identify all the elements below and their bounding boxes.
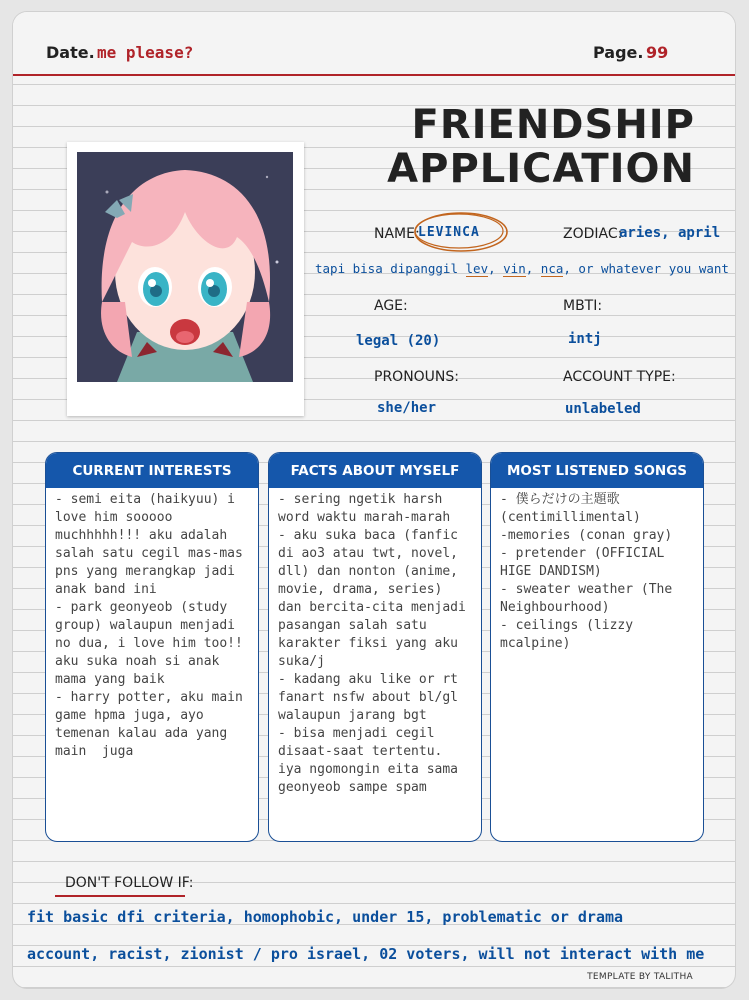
current-interests-text: - semi eita (haikyuu) i love him sooooo muchhhhh!!! aku adalah salah satu cegil mas-mas pns yang merangkap jadi anak band ini - park geonyeob (study group) walaupun menjadi no dua, i love him too!! aku suka noah si anak mama yang baik - harry potter, aku main game hpma juga, ayo temenan kalau ada yang main juga bbox=[55, 492, 243, 759]
dont-follow-line-1: fit basic dfi criteria, homophobic, under 15, problematic or drama bbox=[27, 908, 624, 926]
template-credit: TEMPLATE BY TALITHA bbox=[587, 972, 693, 982]
age-value: legal (20) bbox=[356, 333, 441, 349]
account-type-value: unlabeled bbox=[565, 401, 641, 417]
dont-follow-underline bbox=[55, 895, 185, 897]
nickname-suffix: , or whatever you want bbox=[563, 261, 729, 276]
header-divider bbox=[13, 74, 735, 76]
facts-about-myself-title: FACTS ABOUT MYSELF bbox=[269, 453, 481, 488]
mbti-value: intj bbox=[568, 331, 602, 347]
most-listened-songs-text: - 僕らだけの主題歌 (centimillimental) -memories (conan gray) - pretender (OFFICIAL HIGE DANDISM) - sweater weather (The Neighbourhood) - ceilings (lizzy mcalpine) bbox=[500, 492, 673, 651]
nickname-lev: lev bbox=[465, 261, 489, 276]
zodiac-label: ZODIAC: bbox=[563, 226, 623, 242]
dont-follow-label: DON'T FOLLOW IF: bbox=[65, 875, 194, 891]
profile-photo-frame bbox=[67, 142, 304, 416]
age-label: AGE: bbox=[374, 298, 408, 314]
zodiac-value: aries, april bbox=[619, 225, 721, 241]
title-line-1: FRIENDSHIP bbox=[411, 102, 695, 148]
date-label: Date. bbox=[46, 43, 95, 62]
title-line-2: APPLICATION bbox=[387, 146, 695, 192]
current-interests-title: CURRENT INTERESTS bbox=[46, 453, 258, 488]
pronouns-value: she/her bbox=[377, 400, 437, 416]
nickname-vin: vin bbox=[503, 261, 526, 276]
most-listened-songs-box bbox=[490, 452, 704, 842]
most-listened-songs-title: MOST LISTENED SONGS bbox=[491, 453, 703, 488]
circle-scribble bbox=[411, 208, 511, 256]
page-label: Page. bbox=[593, 43, 644, 62]
current-interests-box bbox=[45, 452, 259, 842]
nickname-prefix: tapi bisa dipanggil bbox=[315, 261, 466, 276]
dont-follow-line-2: account, racist, zionist / pro israel, 02 voters, will not interact with me bbox=[27, 945, 705, 963]
facts-about-myself-box bbox=[268, 452, 482, 842]
nickname-nca: nca bbox=[540, 261, 564, 276]
date-value: me please? bbox=[97, 43, 194, 62]
mbti-label: MBTI: bbox=[563, 298, 603, 314]
profile-picture bbox=[77, 152, 293, 382]
pronouns-label: PRONOUNS: bbox=[374, 369, 460, 385]
facts-about-myself-text: - sering ngetik harsh word waktu marah-marah - aku suka baca (fanfic di ao3 atau twt, novel, dll) dan nonton (anime, movie, drama, series) dan bercita-cita menjadi pasangan salah satu karakter fiksi yang aku suka/j - kadang aku like or rt fanart nsfw about bl/gl walaupun jarang bgt - bisa menjadi cegil disaat-saat tertentu. iya ngomongin eita sama geonyeob sampe spam bbox=[278, 492, 466, 795]
nickname-line: tapi bisa dipanggil lev, vin, nca, or whatever you want bbox=[315, 261, 729, 276]
name-value: LEVINCA bbox=[418, 225, 480, 240]
page-header bbox=[13, 12, 735, 74]
account-type-label: ACCOUNT TYPE: bbox=[563, 369, 676, 385]
page-number: 99 bbox=[646, 43, 669, 62]
name-label: NAME: bbox=[374, 226, 420, 242]
application-sheet bbox=[13, 12, 735, 988]
